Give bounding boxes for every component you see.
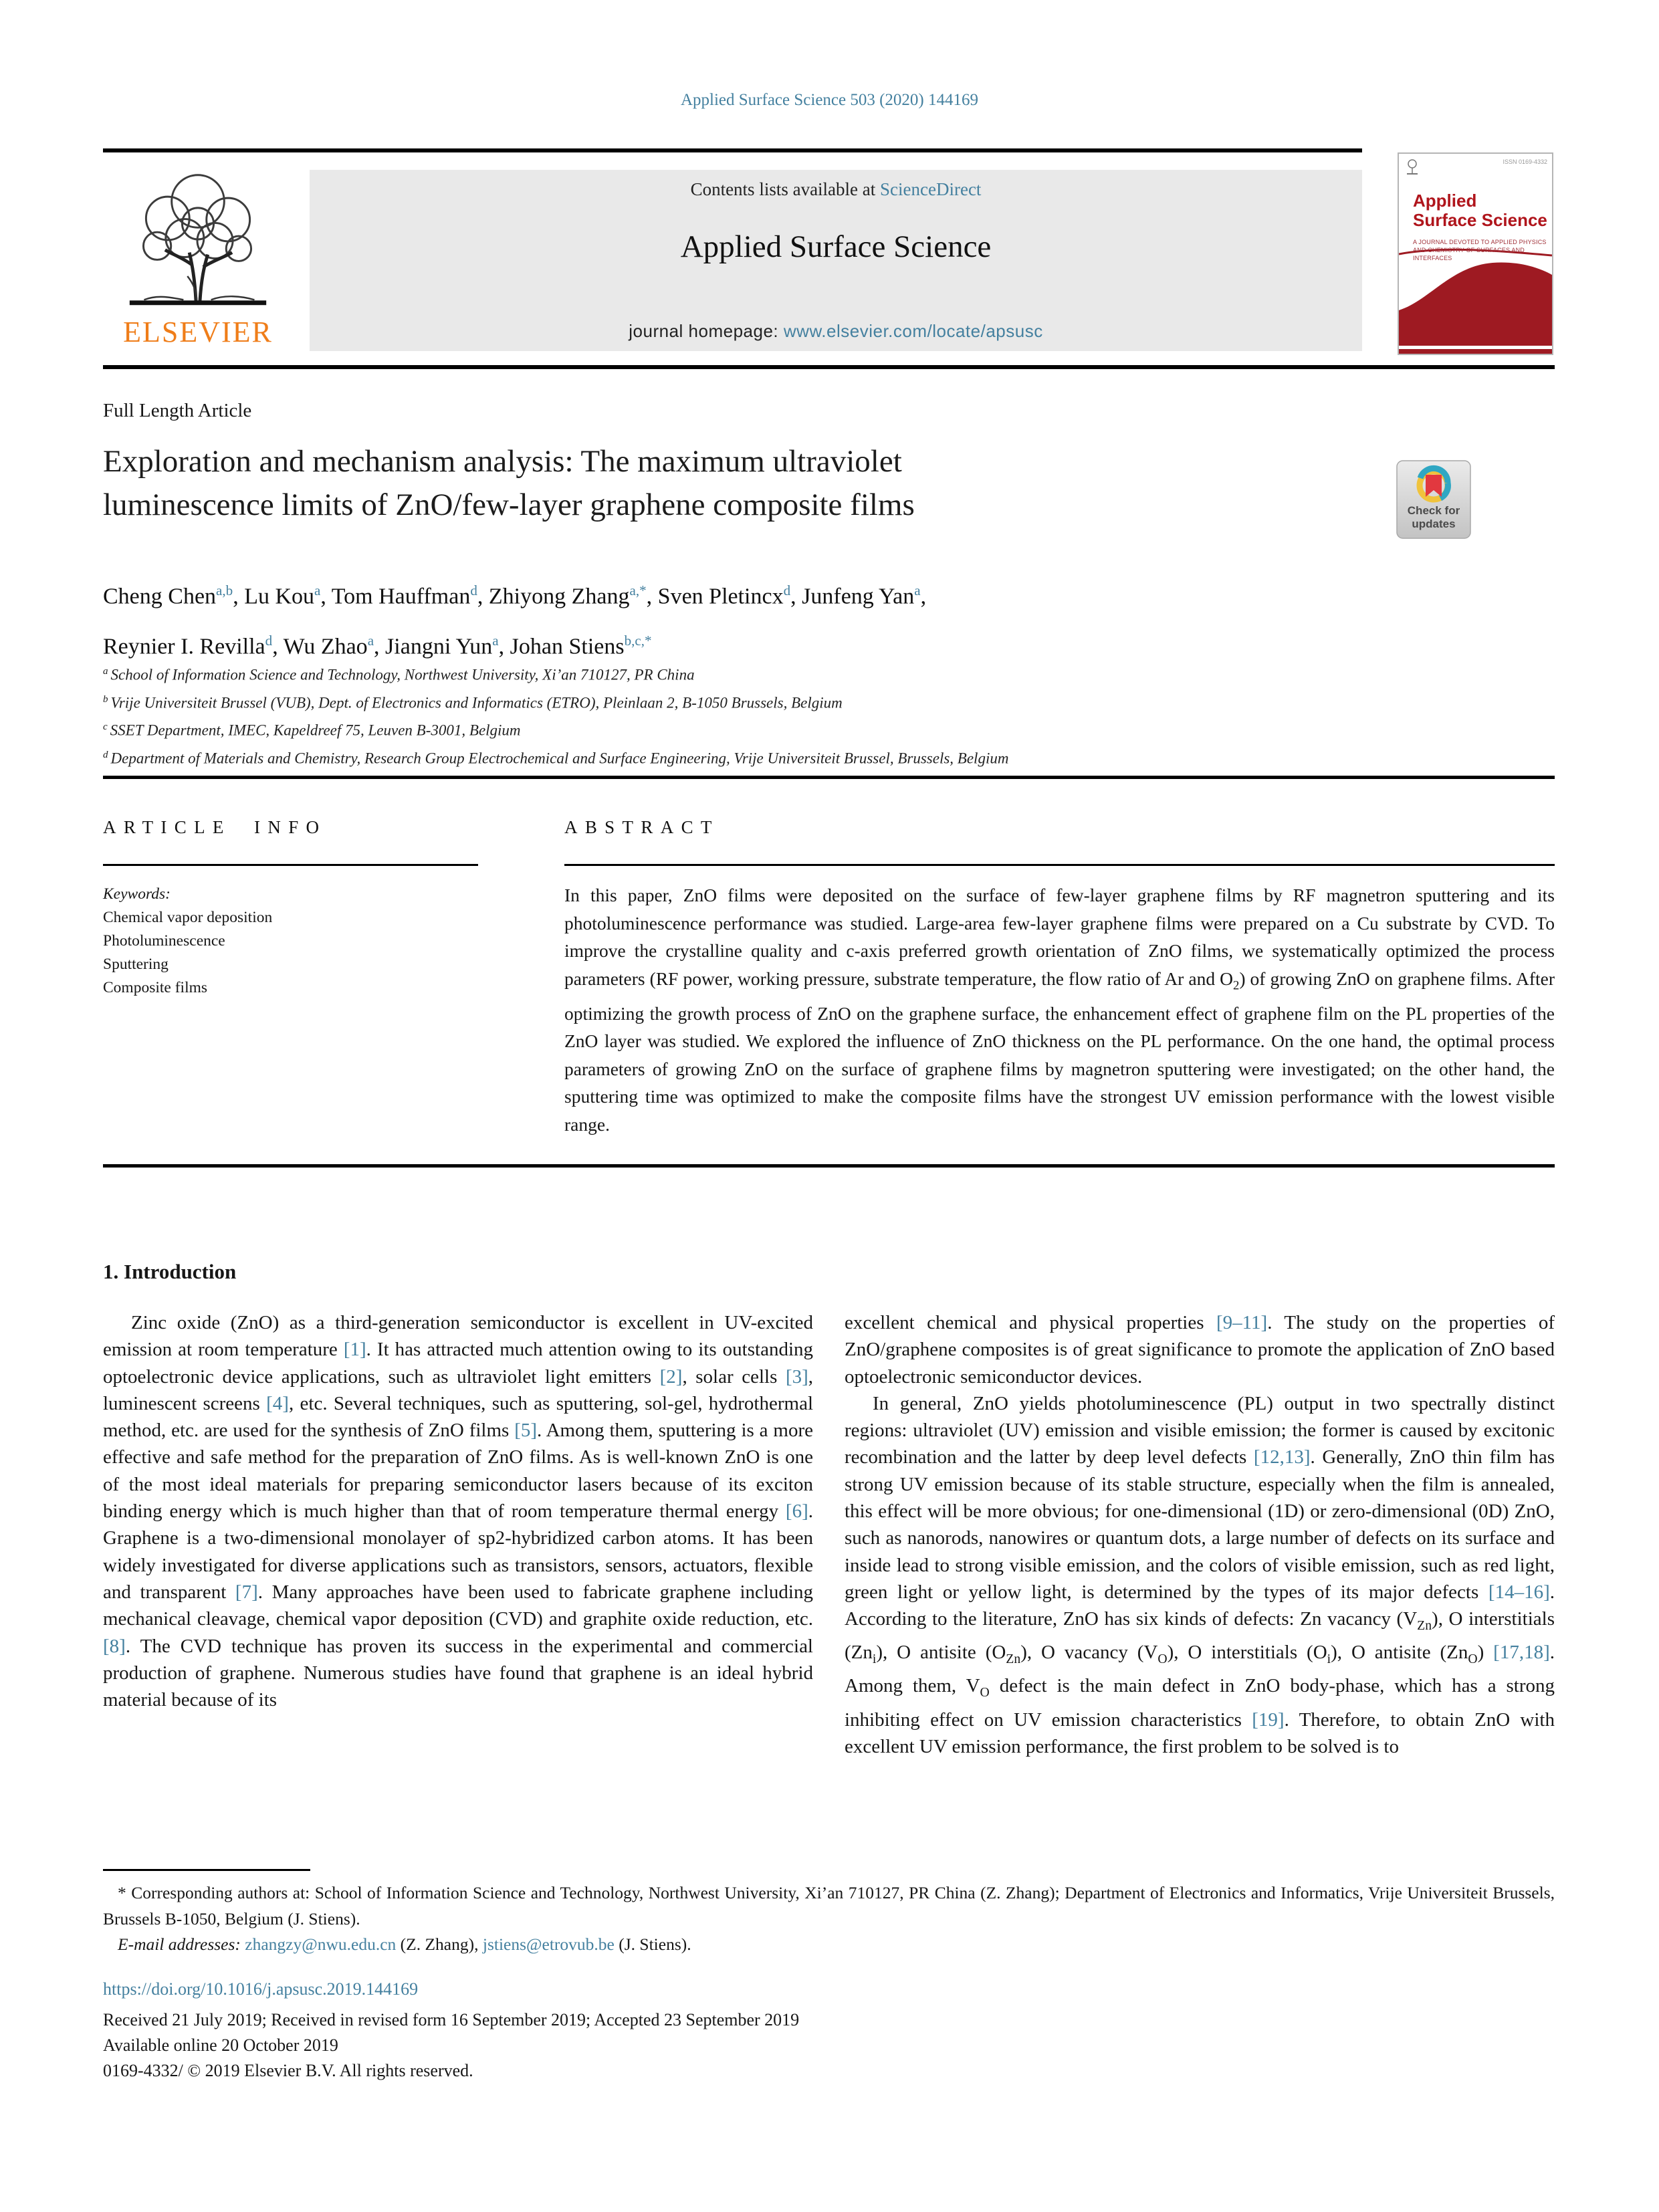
citation-ref[interactable]: [8] xyxy=(103,1635,126,1657)
elsevier-logo[interactable] xyxy=(107,164,289,353)
author-list xyxy=(103,568,926,669)
cover-elsevier-mini-icon xyxy=(1406,158,1419,179)
affiliation-list xyxy=(103,659,1008,771)
citation-ref[interactable]: [14–16] xyxy=(1488,1581,1550,1603)
citation-ref[interactable]: [4] xyxy=(266,1392,289,1414)
running-head-citation: Applied Surface Science 503 (2020) 144169 xyxy=(680,91,979,109)
affiliation-text: Department of Materials and Chemistry, Research Group Electrochemical and Surface Engineering, Vrije Universiteit Brussel, Brussels, Belgium xyxy=(110,750,1009,767)
issn-copyright: 0169-4332/ © 2019 Elsevier B.V. All rights reserved. xyxy=(103,2061,473,2080)
cover-subtitle-line1: A JOURNAL DEVOTED TO APPLIED PHYSICS xyxy=(1413,239,1547,245)
corresponding-author-note: * Corresponding authors at: School of Information Science and Technology, Northwest University, Xi’an 710127, PR China (Z. Zhang); Department of Electronics and Informatics, Vrije Universiteit Brussels, Brussels B-1050, Belgium (J. Stiens). xyxy=(103,1883,1555,1928)
footnote-block xyxy=(103,1880,1555,1958)
abstract-heading: ABSTRACT xyxy=(564,817,720,837)
keywords-label: Keywords: xyxy=(103,885,171,903)
abstract-bottom-rule xyxy=(103,1164,1555,1168)
affiliation-text: SSET Department, IMEC, Kapeldreef 75, Leuven B-3001, Belgium xyxy=(110,722,521,739)
citation-ref[interactable]: [12,13] xyxy=(1253,1446,1311,1468)
cover-title-line1: Applied xyxy=(1413,191,1477,211)
contents-line xyxy=(310,179,1362,200)
citation-ref[interactable]: [5] xyxy=(514,1420,538,1442)
header-top-rule xyxy=(103,148,1362,152)
email-link-zhang[interactable]: zhangzy@nwu.edu.cn xyxy=(245,1934,397,1954)
affiliation-marker: b xyxy=(103,693,108,705)
doi-link[interactable]: https://doi.org/10.1016/j.apsusc.2019.144169 xyxy=(103,1979,419,1999)
available-online: Available online 20 October 2019 xyxy=(103,2035,338,2055)
intro-left-column xyxy=(103,1309,813,1713)
citation-ref[interactable]: [3] xyxy=(785,1365,808,1388)
footnote-rule xyxy=(103,1869,310,1871)
affiliation-text: School of Information Science and Technology, Northwest University, Xi’an 710127, PR China xyxy=(110,666,695,683)
affiliation-marker: a xyxy=(103,666,108,677)
affiliation-row xyxy=(103,715,1008,743)
author-line1: Cheng Chen$^{a,b}$, Lu Kou$^a$, Tom Hauffman$^d$, Zhiyong Zhang$^{a,*}$, Sven Pletincx$^d$, Junfeng Yan$^a$, xyxy=(103,582,927,609)
doi-link-line xyxy=(103,1979,418,1999)
elsevier-wordmark: ELSEVIER xyxy=(123,316,273,348)
check-updates-label: Check for updates xyxy=(1407,504,1460,530)
citation-ref[interactable]: [19] xyxy=(1252,1708,1285,1731)
citation-ref[interactable]: [6] xyxy=(785,1501,808,1523)
email-label: E-mail addresses: xyxy=(118,1934,241,1954)
article-title-line1: Exploration and mechanism analysis: The maximum ultraviolet xyxy=(103,444,902,479)
affiliation-row xyxy=(103,743,1008,771)
introduction-heading: 1. Introduction xyxy=(103,1260,237,1283)
author-line2: Reynier I. Revilla$^d$, Wu Zhao$^a$, Jiangni Yun$^a$, Johan Stiens$^{b,c,*}$ xyxy=(103,633,652,659)
intro-right-column xyxy=(845,1309,1555,1760)
keywords-block xyxy=(103,883,272,1000)
abstract-rule xyxy=(564,864,1555,866)
affiliation-row xyxy=(103,687,1008,715)
keyword-item: Photoluminescence xyxy=(103,932,225,950)
keyword-item: Sputtering xyxy=(103,956,169,973)
intro-paragraph: Zinc oxide (ZnO) as a third-generation semiconductor is excellent in UV-excited emission at room temperature [1]. It has attracted much attention owing to its outstanding optoelectronic device applications, such as ultraviolet light emitters [2], solar cells [3], luminescent screens [4], etc. Several techniques, such as sputtering, sol-gel, hydrothermal method, etc. are used for the synthesis of ZnO films [5]. Among them, sputtering is a more effective and safe method for the preparation of ZnO films. As is well-known ZnO is one of the most ideal materials for preparing semiconductor lasers because of its exciton binding energy which is much higher than that of room temperature thermal energy [6]. Graphene is a two-dimensional monolayer of sp2-hybridized carbon atoms. It has been widely investigated for diverse applications such as transistors, sensors, actuators, flexible and transparent [7]. Many approaches have been used to fabricate graphene including mechanical cleavage, chemical vapor deposition (CVD) and graphite oxide reduction, etc. [8]. The CVD technique has proven its success in the experimental and commercial production of graphene. Numerous studies have found that graphene is an ideal hybrid material because of its xyxy=(103,1312,814,1711)
homepage-url-link[interactable]: www.elsevier.com/locate/apsusc xyxy=(783,321,1043,341)
email-note-zhang: (Z. Zhang), xyxy=(396,1934,483,1954)
affiliation-marker: c xyxy=(103,722,108,733)
journal-cover-thumbnail[interactable] xyxy=(1398,152,1553,355)
article-title-line2: luminescence limits of ZnO/few-layer graphene composite films xyxy=(103,487,915,522)
email-note-stiens: (J. Stiens). xyxy=(614,1934,691,1954)
cover-issn: ISSN 0169-4332 xyxy=(1503,158,1547,165)
affiliation-text: Vrije Universiteit Brussel (VUB), Dept. of Electronics and Informatics (ETRO), Pleinlaan 2, B-1050 Brussels, Belgium xyxy=(110,694,843,711)
cover-subtitle xyxy=(1413,238,1552,262)
affiliation-row xyxy=(103,659,1008,687)
citation-ref[interactable]: [17,18] xyxy=(1493,1642,1550,1664)
journal-header-banner xyxy=(310,170,1362,351)
received-dates: Received 21 July 2019; Received in revised form 16 September 2019; Accepted 23 September 2019 xyxy=(103,2010,800,2029)
header-bottom-rule xyxy=(103,365,1555,369)
cover-subtitle-line2: AND CHEMISTRY OF SURFACES AND INTERFACES xyxy=(1413,247,1525,261)
sciencedirect-link[interactable]: ScienceDirect xyxy=(880,179,982,199)
citation-ref[interactable]: [2] xyxy=(659,1365,683,1388)
journal-title: Applied Surface Science xyxy=(680,229,992,264)
contents-prefix: Contents lists available at xyxy=(690,179,881,199)
keyword-item: Chemical vapor deposition xyxy=(103,909,273,926)
keyword-item: Composite films xyxy=(103,979,208,996)
citation-ref[interactable]: [7] xyxy=(235,1581,258,1603)
journal-homepage-line xyxy=(310,321,1362,342)
article-info-rule xyxy=(103,864,478,866)
affiliation-marker: d xyxy=(103,749,108,760)
article-info-heading: ARTICLE INFO xyxy=(103,817,327,837)
check-for-updates-badge[interactable] xyxy=(1396,460,1471,539)
email-link-stiens[interactable]: jstiens@etrovub.be xyxy=(482,1934,615,1954)
article-title xyxy=(103,440,1360,527)
email-addresses-line xyxy=(103,1932,1555,1958)
cover-title-line2: Surface Science xyxy=(1413,210,1547,230)
citation-ref[interactable]: [9–11] xyxy=(1216,1312,1268,1333)
cover-journal-title xyxy=(1413,191,1547,230)
abstract-text: In this paper, ZnO films were deposited on the surface of few-layer graphene films by RF magnetron sputtering and its photoluminescence performance was studied. Large-area few-layer graphene films were prepared on a Cu substrate by CVD. To improve the crystalline quality and c-axis preferred growth orientation of ZnO films, we systematically optimized the process parameters (RF power, working pressure, substrate temperature, the flow ratio of Ar and $O_2$) of growing ZnO on graphene films. After optimizing the growth process of ZnO on the graphene surface, the enhancement effect of graphene film on the PL properties of the ZnO layer was studied. We explored the influence of ZnO thickness on the PL performance. On the one hand, the optimal process parameters of growing ZnO on the surface of graphene films by magnetron sputtering were investigated; on the other hand, the sputtering time was optimized to make the composite films have the strongest UV emission performance with the lowest visible range. xyxy=(564,885,1555,1135)
info-section-top-rule xyxy=(103,776,1555,779)
intro-paragraph: excellent chemical and physical properties [9–11]. The study on the properties of ZnO/graphene composites is of great significance to promote the application of ZnO based optoelectronic semiconductor devices. xyxy=(845,1312,1555,1388)
citation-ref[interactable]: [1] xyxy=(343,1339,366,1361)
article-type-label: Full Length Article xyxy=(103,400,252,421)
homepage-label: journal homepage: xyxy=(629,321,784,341)
intro-paragraph: In general, ZnO yields photoluminescence (PL) output in two spectrally distinct regions: ultraviolet (UV) emission and visible emission; the former is caused by excitonic recombination and the latter by deep level defects [12,13]. Generally, ZnO thin film has strong UV emission because of its stable structure, especially when the film is annealed, this effect will be more obvious; for one-dimensional (1D) or zero-dimensional (0D) ZnO, such as nanorods, nanowires or quantum dots, a large number of defects on its surface and inside lead to strong visible emission, and the colors of visible emission, such as red light, green light or yellow light, is determined by the types of its major defects [14–16]. According to the literature, ZnO has six kinds of defects: Zn vacancy $(V_{Zn})$, O interstitials $(Zn_i)$, O antisite $(O_{Zn})$, O vacancy $(V_O)$, O interstitials $(O_i)$, O antisite $(Zn_O)$ [17,18]. Among them, $V_O$ defect is the main defect in ZnO body-phase, which has a strong inhibiting effect on UV emission characteristics [19]. Therefore, to obtain ZnO with excellent UV emission performance, the first problem to be solved is to xyxy=(845,1392,1555,1757)
